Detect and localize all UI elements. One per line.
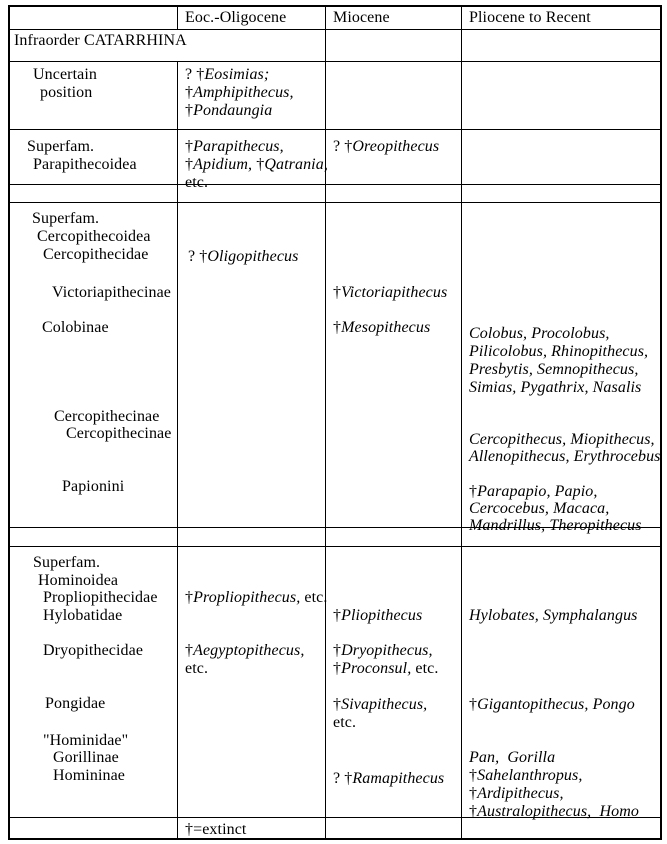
text-presbytis-semnopithecus: Presbytis, Semnopithecus, <box>469 361 639 378</box>
text-gigantopithecus-pongo: †Gigantopithecus, Pongo <box>469 696 635 713</box>
section-superfam-parapithecoidea <box>10 130 660 191</box>
text-parapithecus: †Parapithecus, <box>185 138 284 155</box>
text-apidium-qatrania: †Apidium, †Qatrania, <box>185 156 328 173</box>
text-infraorder-catarrhina: Infraorder CATARRHINA <box>14 32 187 49</box>
text-cercopithecoidea: Cercopithecoidea <box>37 228 151 245</box>
text-etc: etc. <box>185 174 209 191</box>
column-divider <box>177 818 178 838</box>
text-ramapithecus: ? †Ramapithecus <box>333 770 445 787</box>
column-divider <box>461 7 462 29</box>
text-mesopithecus: †Mesopithecus <box>333 319 431 336</box>
text-dryopithecidae: Dryopithecidae <box>43 642 144 659</box>
text-cercopithecus-miopithecus: Cercopithecus, Miopithecus, <box>469 431 655 448</box>
text-homininae: Homininae <box>53 767 125 784</box>
column-divider <box>325 7 326 29</box>
text-amphipithecus: †Amphipithecus, <box>185 84 294 101</box>
text-hominoidea: Hominoidea <box>38 572 119 589</box>
section-uncertain-position <box>10 62 660 130</box>
text-papionini: Papionini <box>62 478 125 495</box>
text-colobinae: Colobinae <box>42 319 109 336</box>
text-sivapithecus: †Sivapithecus, <box>333 696 428 713</box>
text-extinct: †=extinct <box>185 821 247 838</box>
column-divider <box>177 185 178 202</box>
text-sahelanthropus: †Sahelanthropus, <box>469 767 583 784</box>
text-victoriapithecus: †Victoriapithecus <box>333 284 448 301</box>
text-cercopithecidae: Cercopithecidae <box>43 246 149 263</box>
text-pliopithecus: †Pliopithecus <box>333 607 423 624</box>
text-pan-gorilla: Pan, Gorilla <box>469 749 556 766</box>
column-divider <box>177 7 178 29</box>
column-divider <box>461 203 462 527</box>
text-etc: etc. <box>333 714 357 731</box>
column-divider <box>461 547 462 817</box>
text-proconsul-etc: †Proconsul, etc. <box>333 660 439 677</box>
text-propliopithecidae: Propliopithecidae <box>43 589 158 606</box>
text-propliopithecus-etc: †Propliopithecus, etc. <box>185 589 328 606</box>
column-divider <box>177 547 178 817</box>
text-hylobatidae: Hylobatidae <box>43 607 123 624</box>
column-divider <box>325 185 326 202</box>
column-divider <box>177 130 178 184</box>
text-oreopithecus: ? †Oreopithecus <box>333 138 440 155</box>
text-pondaungia: †Pondaungia <box>185 102 273 119</box>
text-allenopithecus-erythrocebus: Allenopithecus, Erythrocebus <box>469 448 661 465</box>
text-australopithecus-homo: †Australopithecus, Homo <box>469 803 639 820</box>
column-divider <box>325 528 326 546</box>
column-divider <box>461 528 462 546</box>
text-parapithecoidea: Parapithecoidea <box>33 156 137 173</box>
column-divider <box>325 818 326 838</box>
text-pongidae: Pongidae <box>45 695 106 712</box>
column-divider <box>325 62 326 129</box>
text-position: position <box>40 84 93 101</box>
section-infraorder-catarrhina <box>10 30 660 62</box>
text-eoc-oligocene: Eoc.-Oligocene <box>185 9 287 26</box>
column-divider <box>325 30 326 61</box>
column-divider <box>177 62 178 129</box>
column-divider <box>325 203 326 527</box>
text-parapapio-papio: †Parapapio, Papio, <box>469 483 598 500</box>
column-divider <box>461 130 462 184</box>
text-cercocebus-macaca: Cercocebus, Macaca, <box>469 500 610 517</box>
text-cercopithecinae: Cercopithecinae <box>66 425 172 442</box>
text-superfam: Superfam. <box>27 138 95 155</box>
section-header <box>10 7 660 30</box>
text-hominidae: "Hominidae" <box>43 732 129 749</box>
text-uncertain: Uncertain <box>33 66 97 83</box>
section-spacer-1 <box>10 185 660 203</box>
text-aegyptopithecus: †Aegyptopithecus, <box>185 642 305 659</box>
section-extinct-legend <box>10 818 660 838</box>
text-oligopithecus: ? †Oligopithecus <box>188 248 299 265</box>
text-pliocene-to-recent: Pliocene to Recent <box>469 9 591 26</box>
column-divider <box>461 30 462 61</box>
column-divider <box>177 528 178 546</box>
section-superfam-cercopithecoidea <box>10 203 661 534</box>
column-divider <box>461 62 462 129</box>
text-cercopithecinae: Cercopithecinae <box>54 408 160 425</box>
text-superfam: Superfam. <box>33 554 101 571</box>
taxonomy-table <box>8 5 662 840</box>
section-spacer-2 <box>10 528 660 547</box>
column-divider <box>461 818 462 838</box>
text-eosimias: ? †Eosimias; <box>185 66 270 83</box>
text-pilicolobus-rhinopithecus: Pilicolobus, Rhinopithecus, <box>469 343 649 360</box>
text-simias-pygathrix-nasalis: Simias, Pygathrix, Nasalis <box>469 379 642 396</box>
text-hylobates-symphalangus: Hylobates, Symphalangus <box>469 607 638 624</box>
text-etc: etc. <box>185 660 209 677</box>
column-divider <box>177 203 178 527</box>
text-dryopithecus: †Dryopithecus, <box>333 642 433 659</box>
text-mandrillus-theropithecus: Mandrillus, Theropithecus <box>469 517 642 534</box>
text-victoriapithecinae: Victoriapithecinae <box>52 284 172 301</box>
text-superfam: Superfam. <box>32 210 100 227</box>
column-divider <box>325 547 326 817</box>
text-miocene: Miocene <box>333 9 390 26</box>
text-ardipithecus: †Ardipithecus, <box>469 785 564 802</box>
text-gorillinae: Gorillinae <box>53 749 119 766</box>
section-superfam-hominoidea <box>10 547 660 818</box>
text-colobus-procolobus: Colobus, Procolobus, <box>469 325 610 342</box>
column-divider <box>461 185 462 202</box>
